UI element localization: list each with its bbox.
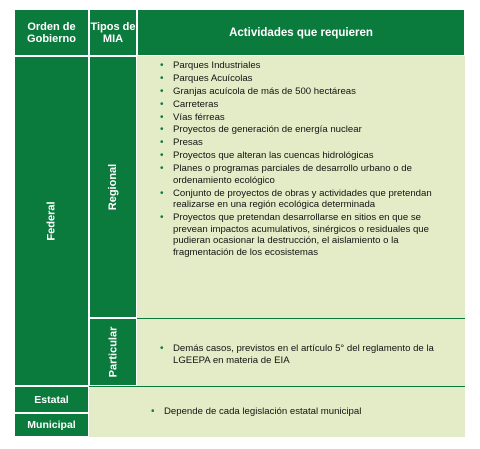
estatal-label: Estatal xyxy=(34,393,69,406)
list-item: • Parques Acuícolas xyxy=(156,73,457,85)
federal-label: Federal xyxy=(45,201,58,241)
list-item: • Planes o programas parciales de desarrollo urbano o de ordenamiento ecológico xyxy=(156,163,457,186)
estatal-cell xyxy=(14,386,89,413)
list-item: • Parques Industriales xyxy=(156,60,457,72)
federal-cell xyxy=(14,56,89,386)
list-item: • Conjunto de proyectos de obras y actividades que pretendan realizarse en una región ecológica determinada xyxy=(156,188,457,211)
regional-label: Regional xyxy=(107,163,120,211)
regional-activity-list xyxy=(156,60,457,258)
header-orden-gobierno-text: Orden de Gobierno xyxy=(27,20,76,45)
mia-table xyxy=(14,9,465,437)
list-item: • Carreteras xyxy=(156,99,457,111)
list-item: • Depende de cada legislación estatal municipal xyxy=(147,406,457,418)
header-tipos-mia xyxy=(89,9,137,56)
regional-activities xyxy=(137,56,465,318)
estatal-municipal-list xyxy=(147,406,457,418)
header-tipos-mia-text: Tipos de MIA xyxy=(90,20,136,45)
list-item: • Proyectos que alteran las cuencas hidrológicas xyxy=(156,150,457,162)
municipal-label: Municipal xyxy=(27,419,76,431)
list-item: • Proyectos de generación de energía nuclear xyxy=(156,124,457,136)
list-item: • Granjas acuícola de más de 500 hectáreas xyxy=(156,86,457,98)
particular-cell xyxy=(89,318,137,386)
list-item: • Demás casos, previstos en el artículo 5° del reglamento de la LGEEPA en materia de EIA xyxy=(156,343,457,366)
regional-cell xyxy=(89,56,137,318)
particular-activities xyxy=(137,318,465,386)
estatal-municipal-activities xyxy=(89,386,465,437)
list-item: • Proyectos que pretendan desarrollarse en sitios en que se prevean impactos acumulativos, sinérgicos o residuales que pudieran ocasionar la destrucción, el aislamiento o la fragmentación de los ecosistemas xyxy=(156,212,457,258)
header-orden-gobierno xyxy=(14,9,89,56)
particular-label: Particular xyxy=(107,326,119,378)
header-actividades xyxy=(137,9,465,56)
municipal-cell xyxy=(14,413,89,437)
list-item: • Presas xyxy=(156,137,457,149)
particular-activity-list xyxy=(156,343,457,366)
header-actividades-text: Actividades que requieren xyxy=(229,26,373,39)
list-item: • Vías férreas xyxy=(156,112,457,124)
